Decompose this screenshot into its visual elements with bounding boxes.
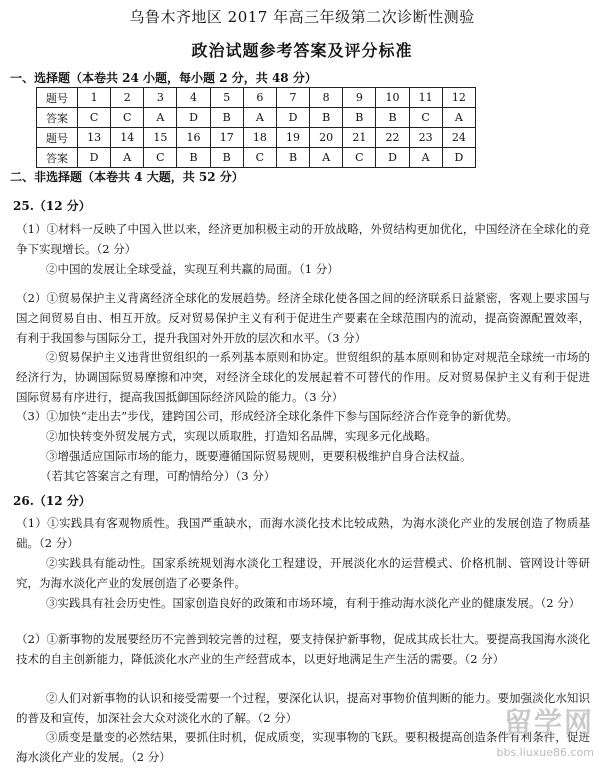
table-cell: 6 (243, 88, 276, 108)
table-cell: 24 (442, 128, 475, 148)
table-cell: 15 (144, 128, 177, 148)
q25-part3-point3: ③增强适应国际市场的能力，既要遵循国际贸易规则，更要积极维护自身合法权益。 (46, 449, 472, 463)
table-cell: B (210, 108, 243, 128)
table-cell: A (144, 108, 177, 128)
table-cell: B (376, 108, 409, 128)
q25-part3-point1: （3）①加快“走出去”步伐，建跨国公司，形成经济全球化条件下参与国际经济合作竞争的新优势。 (16, 409, 519, 423)
table-cell: D (177, 108, 210, 128)
q26-part2-point2: ②人们对新事物的认识和接受需要一个过程，要深化认识，提高对事物价值判断的能力。要加强淡化水知识的普及和宣传，加深社会大众对淡化水的了解。（2 分） (16, 691, 590, 725)
table-cell: 10 (376, 88, 409, 108)
table-row (37, 128, 476, 148)
table-cell: C (343, 148, 376, 168)
page-subtitle: 政治试题参考答案及评分标准 (191, 41, 413, 60)
watermark-url: bbs.liuxue86.com (496, 746, 594, 759)
table-cell: D (442, 148, 475, 168)
table-cell: 8 (310, 88, 343, 108)
table-cell: 9 (343, 88, 376, 108)
table-cell: B (310, 108, 343, 128)
section-heading-essay: 二、非选择题（本卷共 4 大题，共 52 分） (10, 170, 244, 184)
q25-part1-point1: （1）①材料一反映了中国入世以来，经济更加积极主动的开放战略，外贸结构更加优化，中国经济在全球化的竞争下实现增长。（2 分） (16, 222, 590, 256)
q26-part1-point3: ③实践具有社会历史性。国家创造良好的政策和市场环境，有利于推动海水淡化产业的健康发展。（2 分） (46, 596, 581, 610)
table-cell: C (78, 108, 111, 128)
table-cell: 14 (111, 128, 144, 148)
table-row (37, 108, 476, 128)
question-25-heading: 25.（12 分） (13, 199, 91, 213)
q26-part1-point2: ②实践具有能动性。国家系统规划海水淡化工程建设，开展淡化水的运营模式、价格机制、管网设计等研究，为海水淡化产业的发展创造了必要条件。 (16, 556, 590, 590)
table-cell: A (243, 108, 276, 128)
q26-part1-point1: （1）①实践具有客观物质性。我国严重缺水，而海水淡化技术比较成熟，为海水淡化产业的发展创造了物质基础。（2 分） (16, 516, 590, 550)
table-cell: 21 (343, 128, 376, 148)
table-cell: 23 (409, 128, 442, 148)
table-cell: A (111, 148, 144, 168)
table-cell: 19 (276, 128, 309, 148)
table-cell: 17 (210, 128, 243, 148)
table-cell: C (144, 148, 177, 168)
table-cell: 20 (310, 128, 343, 148)
table-cell: A (409, 148, 442, 168)
table-cell: C (409, 108, 442, 128)
question-26-heading: 26.（12 分） (13, 494, 91, 508)
page-title: 乌鲁木齐地区 2017 年高三年级第二次诊断性测验 (129, 8, 475, 26)
table-cell: 1 (78, 88, 111, 108)
table-row (37, 148, 476, 168)
table-cell: B (210, 148, 243, 168)
table-cell: 题号 (37, 88, 78, 108)
table-cell: 12 (442, 88, 475, 108)
table-cell: B (276, 148, 309, 168)
q26-part2-point3: ③质变是量变的必然结果，要抓住时机，促成质变，实现事物的飞跃。要积极提高创造条件有利条件，促进海水淡化产业的发展。（2 分） (16, 730, 590, 764)
table-cell: C (243, 148, 276, 168)
q25-part2-point1: （2）①贸易保护主义背离经济全球化的发展趋势。经济全球化使各国之间的经济联系日益紧密，客观上要求国与国之间贸易自由、相互开放。反对贸易保护主义有利于促进生产要素在全球范围内的流动，提高资源配置效率，有利于我国参与国际分工，提升我国对外开放的层次和水平。（3 分） (16, 291, 590, 345)
table-cell: 2 (111, 88, 144, 108)
table-cell: 3 (144, 88, 177, 108)
table-cell: 题号 (37, 128, 78, 148)
q26-part2-point1: （2）①新事物的发展要经历不完善到较完善的过程，要支持保护新事物，促成其成长壮大。要提高我国海水淡化技术的自主创新能力，降低淡化水产业的生产经营成本，以更好地满足生产生活的需要。（2 分） (16, 632, 590, 666)
table-cell: 答案 (37, 108, 78, 128)
table-cell: 11 (409, 88, 442, 108)
table-cell: B (177, 148, 210, 168)
q25-part1-point2: ②中国的发展让全球受益，实现互利共赢的局面。（1 分） (46, 262, 339, 276)
q25-part3-point2: ②加快转变外贸发展方式，实现以质取胜，打造知名品牌，实现多元化战略。 (46, 429, 437, 443)
table-cell: D (78, 148, 111, 168)
table-cell: 18 (243, 128, 276, 148)
watermark-logo: 留学网 (503, 706, 594, 739)
table-cell: 4 (177, 88, 210, 108)
section-heading-choice: 一、选择题（本卷共 24 小题，每小题 2 分，共 48 分） (10, 71, 317, 85)
table-cell: 13 (78, 128, 111, 148)
table-cell: 5 (210, 88, 243, 108)
table-cell: 22 (376, 128, 409, 148)
q25-part2-point2: ②贸易保护主义违背世贸组织的一系列基本原则和协定。世贸组织的基本原则和协定对规范全球统一市场的经济行为，协调国际贸易摩擦和冲突，对经济全球化的发展起着不可替代的作用。反对贸易保护主义有利于促进国际贸易有序进行，提高我国抵御国际经济风险的能力。（3 分） (16, 350, 590, 404)
table-cell: D (276, 108, 309, 128)
table-cell: A (442, 108, 475, 128)
q25-note: （若其它答案言之有理，可酌情给分）（3 分） (40, 469, 276, 483)
table-cell: 16 (177, 128, 210, 148)
table-cell: B (343, 108, 376, 128)
table-cell: D (376, 148, 409, 168)
table-cell: 答案 (37, 148, 78, 168)
table-cell: A (310, 148, 343, 168)
table-cell: C (111, 108, 144, 128)
answer-table (36, 87, 476, 168)
table-cell: 7 (276, 88, 309, 108)
table-row (37, 88, 476, 108)
